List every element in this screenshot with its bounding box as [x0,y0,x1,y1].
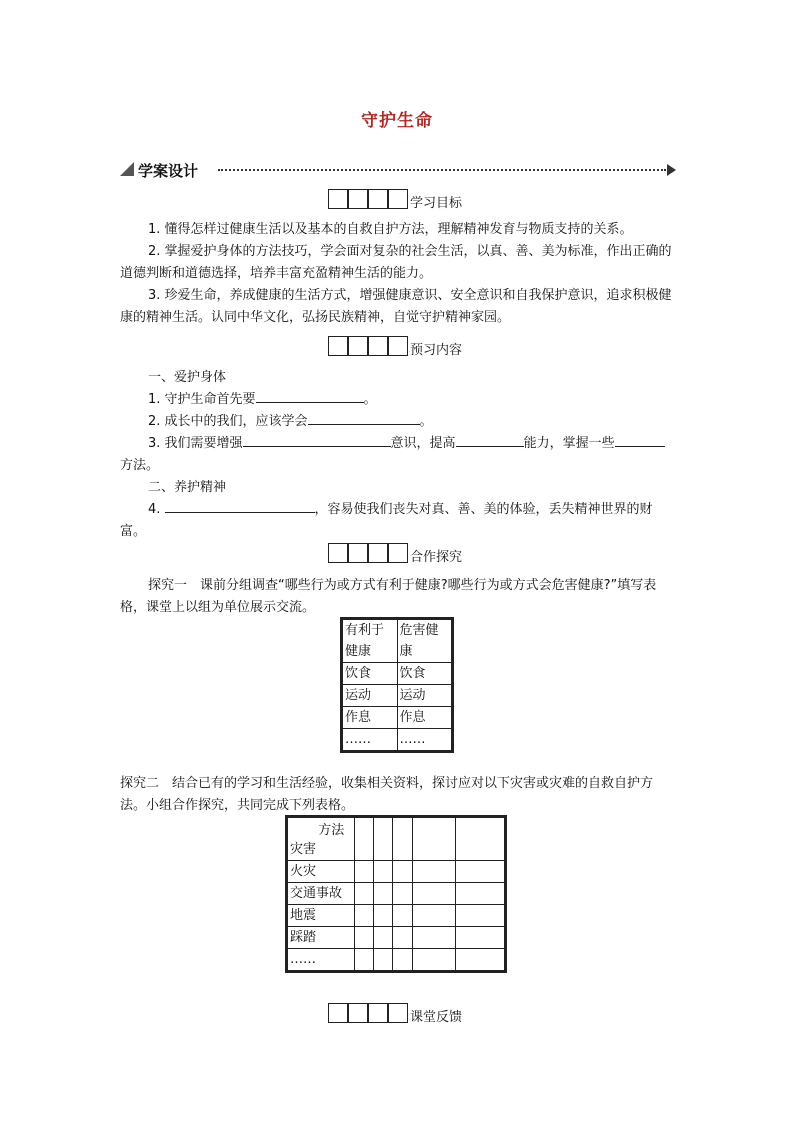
corner-cell: 方法 灾害 [287,817,355,861]
disaster-table [285,815,507,973]
goal-item: 3. 珍爱生命，养成健康的生活方式，增强健康意识、安全意识和自我保护意识，追求积极健康的精神生活。认同中华文化，弘扬民族精神，自觉守护精神家园。 [120,288,672,325]
goal-item: 2. 掌握爱护身体的方法技巧，学会面对复杂的社会生活，以真、善、美为标准，作出正确的道德判断和道德选择，培养丰富充盈精神生活的能力。 [120,244,672,281]
table-row: 踩踏 [287,927,506,949]
health-table [340,617,454,753]
table-row: 作息 作息 [342,707,453,729]
page-title: 守护生命 [361,111,433,131]
preview-part1: 一、爱护身体 [148,370,227,385]
goals-list [120,219,676,329]
table-row: 火灾 [287,861,506,883]
table-row: 有利于健康 危害健康 [342,619,453,663]
preview-q3: 3. 我们需要增强 意识，提高 能力，掌握一些 [120,433,676,455]
preview-part2: 二、养护精神 [148,480,227,495]
blank-field[interactable] [456,433,524,447]
table-row: 运动 运动 [342,685,453,707]
heading-preview: 预习内容 [328,336,528,356]
explore1-text: 探究一 课前分组调查“哪些行为或方式有利于健康?哪些行为或方式会危害健康?”填写表格，课堂上以组为单位展示交流。 [120,578,657,615]
dotted-rule [218,169,666,171]
preview-section [120,367,676,543]
arrow-right-icon [667,164,676,176]
explore2-text: 探究二 结合已有的学习和生活经验，收集相关资料，探讨应对以下灾害或灾难的自救自护方法。小组合作探究，共同完成下列表格。 [120,776,654,813]
table-row: 饮食 饮食 [342,663,453,685]
blank-field[interactable] [256,389,364,403]
heading-coop: 合作探究 [328,543,528,563]
preview-q2: 2. 成长中的我们，应该学会 。 [120,411,676,433]
table-row: 交通事故 [287,883,506,905]
table-row: …… [287,949,506,972]
blank-field[interactable] [243,433,391,447]
preview-q1: 1. 守护生命首先要 。 [120,389,676,411]
triangle-icon [120,162,134,176]
table-row [287,817,506,861]
preview-q4: 4. ，容易使我们丧失对真、善、美的体验，丢失精神世界的财富。 [120,499,676,543]
heading-goals: 学习目标 [328,189,528,209]
section-banner [120,160,676,180]
heading-feedback: 课堂反馈 [328,1003,528,1023]
preview-q3-cont: 方法。 [120,458,160,473]
blank-field[interactable] [165,499,315,513]
table-row: …… …… [342,729,453,752]
blank-field[interactable] [308,411,420,425]
blank-field[interactable] [615,433,665,447]
table-row: 地震 [287,905,506,927]
banner-label: 学案设计 [138,162,199,180]
goal-item: 1. 懂得怎样过健康生活以及基本的自救自护方法，理解精神发育与物质支持的关系。 [148,222,633,237]
